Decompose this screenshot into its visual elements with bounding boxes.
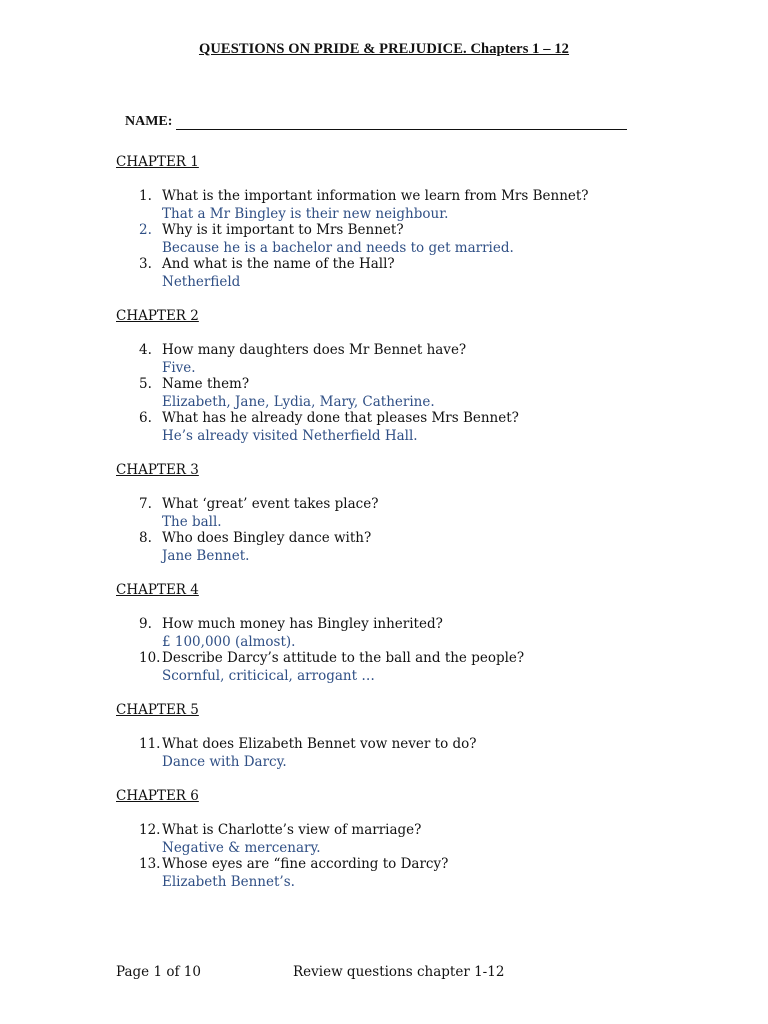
answer-text: Dance with Darcy. xyxy=(162,754,287,770)
question-text: What does Elizabeth Bennet vow never to do? xyxy=(162,736,477,752)
question xyxy=(139,410,519,427)
document-title: QUESTIONS ON PRIDE & PREJUDICE. Chapters 1 – 12 xyxy=(198,41,570,57)
chapter-heading: CHAPTER 4 xyxy=(116,582,199,598)
question xyxy=(139,256,395,273)
question xyxy=(139,736,477,753)
answer-text: Five. xyxy=(162,360,196,376)
question xyxy=(139,188,589,205)
answer-text: Negative & mercenary. xyxy=(162,840,321,856)
question xyxy=(139,496,378,513)
question xyxy=(139,222,404,239)
question-number: 13. xyxy=(139,856,161,872)
answer-text: The ball. xyxy=(162,514,222,530)
question-number: 4. xyxy=(139,342,152,358)
question xyxy=(139,376,249,393)
question-number: 8. xyxy=(139,530,152,546)
answer-text: Because he is a bachelor and needs to get married. xyxy=(162,240,514,256)
question-text: What is Charlotte’s view of marriage? xyxy=(162,822,422,838)
answer-text: Elizabeth, Jane, Lydia, Mary, Catherine. xyxy=(162,394,435,410)
chapter-heading: CHAPTER 6 xyxy=(116,788,199,804)
question xyxy=(139,650,524,667)
question-text: What has he already done that pleases Mrs Bennet? xyxy=(162,410,519,426)
question-text: Who does Bingley dance with? xyxy=(162,530,372,546)
question-text: What is the important information we learn from Mrs Bennet? xyxy=(162,188,589,204)
question xyxy=(139,822,421,839)
question-number: 12. xyxy=(139,822,161,838)
answer-text: Scornful, criticical, arrogant … xyxy=(162,668,375,684)
question-text: How much money has Bingley inherited? xyxy=(162,616,443,632)
question-text: Whose eyes are “fine according to Darcy? xyxy=(162,856,449,872)
question-text: And what is the name of the Hall? xyxy=(162,256,395,272)
chapter-heading: CHAPTER 5 xyxy=(116,702,199,718)
question xyxy=(139,342,466,359)
question-number: 7. xyxy=(139,496,152,512)
answer-text: He’s already visited Netherfield Hall. xyxy=(162,428,418,444)
question-number: 5. xyxy=(139,376,152,392)
answer-text: £ 100,000 (almost). xyxy=(162,634,296,650)
answer-text: Netherfield xyxy=(162,274,241,290)
name-blank-line[interactable] xyxy=(176,117,627,130)
answer-text: That a Mr Bingley is their new neighbour. xyxy=(162,206,449,222)
question-number: 6. xyxy=(139,410,152,426)
chapter-heading: CHAPTER 2 xyxy=(116,308,199,324)
question-text: Name them? xyxy=(162,376,250,392)
footer-label: Review questions chapter 1-12 xyxy=(293,964,505,980)
question-text: How many daughters does Mr Bennet have? xyxy=(162,342,467,358)
question xyxy=(139,616,443,633)
question-number: 10. xyxy=(139,650,161,666)
question xyxy=(139,530,371,547)
question xyxy=(139,856,448,873)
question-number: 2. xyxy=(139,222,152,238)
answer-text: Elizabeth Bennet’s. xyxy=(162,874,295,890)
question-text: What ‘great’ event takes place? xyxy=(162,496,379,512)
question-text: Describe Darcy’s attitude to the ball and the people? xyxy=(162,650,525,666)
question-text: Why is it important to Mrs Bennet? xyxy=(162,222,404,238)
chapter-heading: CHAPTER 1 xyxy=(116,154,199,170)
page-number: Page 1 of 10 xyxy=(116,964,201,980)
question-number: 11. xyxy=(139,736,161,752)
name-label: NAME: xyxy=(125,114,173,129)
name-field-row xyxy=(125,114,627,130)
question-number: 3. xyxy=(139,256,152,272)
answer-text: Jane Bennet. xyxy=(162,548,250,564)
question-number: 9. xyxy=(139,616,152,632)
chapter-heading: CHAPTER 3 xyxy=(116,462,199,478)
question-number: 1. xyxy=(139,188,152,204)
